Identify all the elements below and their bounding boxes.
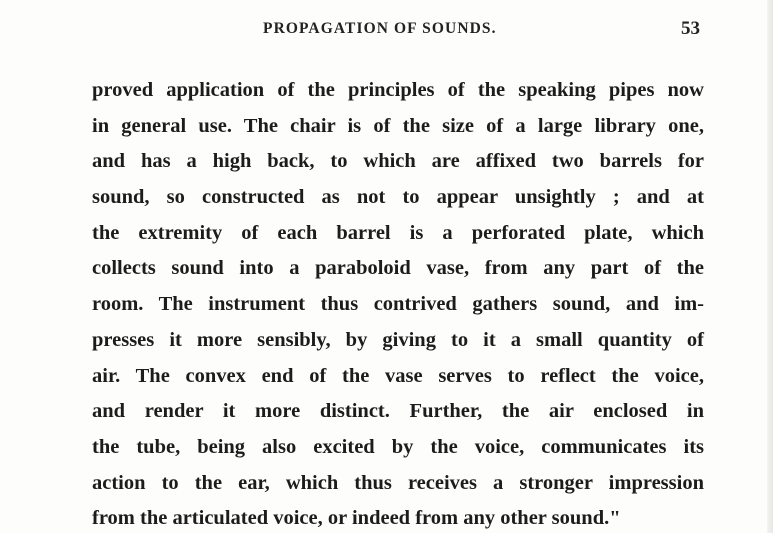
page-edge-shadow [767, 0, 773, 533]
running-header [0, 20, 773, 42]
running-title: PROPAGATION OF SOUNDS. [263, 20, 497, 37]
text-line: room. The instrument thus contrived gathers sound, and im- [92, 293, 704, 316]
text-line: air. The convex end of the vase serves to reflect the voice, [92, 364, 704, 387]
text-line: sound, so constructed as not to appear unsightly ; and at [92, 186, 704, 209]
text-line: collects sound into a paraboloid vase, from any part of the [92, 257, 704, 280]
cropped-next-line [110, 518, 630, 533]
text-line: and render it more distinct. Further, the air enclosed in [92, 400, 704, 423]
text-line: the extremity of each barrel is a perforated plate, which [92, 221, 704, 244]
text-line: from the articulated voice, or indeed from any other sound." [92, 507, 621, 530]
page-number: 53 [681, 18, 700, 39]
text-line: in general use. The chair is of the size of a large library one, [92, 114, 704, 137]
body-paragraph [92, 73, 704, 533]
text-line: the tube, being also excited by the voice, communicates its [92, 435, 704, 458]
text-line: proved application of the principles of the speaking pipes now [92, 79, 704, 101]
text-line: action to the ear, which thus receives a stronger impression [92, 471, 704, 494]
text-line: presses it more sensibly, by giving to it a small quantity of [92, 328, 704, 351]
text-line: and has a high back, to which are affixed two barrels for [92, 150, 704, 173]
